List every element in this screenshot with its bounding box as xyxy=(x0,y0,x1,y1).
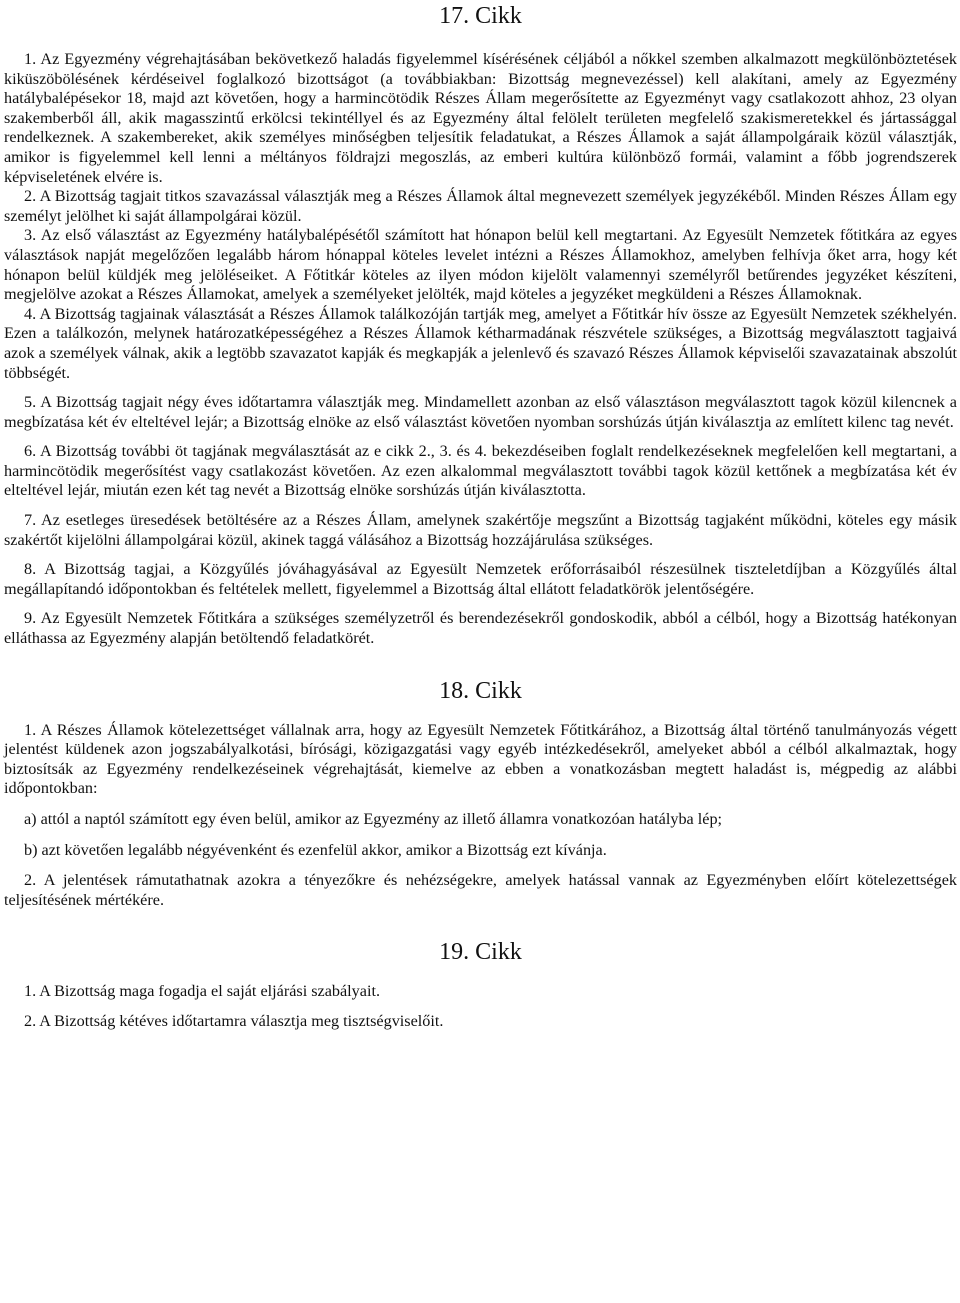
art17-paragraph-6: 6. A Bizottság további öt tagjának megválasztását az e cikk 2., 3. és 4. bekezdéseiben foglalt rendelkezéseknek megfelelően kell megtartani, a harmincötödik megerősítést vagy csatlakozást követően. Az ezen alkalommal megválasztott további tagok közül kettőnek a megbízatása két év elteltével lejár, miután ezen két tag nevét a Bizottság elnöke sorshúzás útján kiválasztotta. xyxy=(4,442,957,500)
art18-paragraph-2: 2. A jelentések rámutathatnak azokra a tényezőkre és nehézségekre, amelyek hatással vannak az Egyezményben előírt kötelezettségek teljesítésének mértékére. xyxy=(4,871,957,909)
art18-item-b: b) azt követően legalább négyévenként és ezenfelül akkor, amikor a Bizottság ezt kívánja. xyxy=(24,840,607,859)
art17-paragraph-4: 4. A Bizottság tagjainak választását a Részes Államok találkozóján tartják meg, amelyet a Főtitkár hív össze az Egyesült Nemzetek székhelyén. Ezen a találkozón, melynek határozatképességéhez a Részes Államok kétharmadának részvétele szükséges, a Bizottság megválasztott tagjaivá azok a személyek válnak, akik a legtöbb szavazatot kapják és megkapják a jelenlevő és szavazó Részes Államok képviselői szavazatainak abszolút többségét. xyxy=(4,304,957,382)
art17-paragraph-3: 3. Az első választást az Egyezmény hatálybalépésétől számított hat hónapon belül kell megtartani. Az Egyesült Nemzetek főtitkára az egyes választások napját megelőzően legalább három hónappal köteles levelet intézni a Részes Államokhoz, amelyben felhívja őket arra, hogy két hónapon belül küldjék meg jelöléseiket. A Főtitkár köteles az ilyen módon kijelölt valamennyi személyről betűrendes jegyzéket készíteni, megjelölve azokat a Részes Államokat, amelyek a személyeket jelölték, majd köteles a jegyzéket megküldeni a Részes Államoknak. xyxy=(4,226,957,304)
art17-paragraph-1: 1. Az Egyezmény végrehajtásában bekövetkező haladás figyelemmel kísérésének céljából a nőkkel szemben alkalmazott megkülönböztetések kiküszöbölésének kérdéseivel foglalkozó bizottságot (a továbbiakban: Bizottság megnevezéssel) kell alakítani, amely az Egyezmény hatálybalépésekor 18, majd azt követően, hogy a harmincötödik Részes Állam megerősítette az Egyezményt vagy csatlakozott ahhoz, 23 olyan szakemberből áll, akik magasszintű erkölcsi tekintéllyel és az Egyezmény által felölelt területen megfelelő szakismeretekkel és jártassággal rendelkeznek. A szakembereket, akik személyes minőségben teljesítik feladatukat, a Részes Államok a saját állampolgáraik közül választják, amikor is figyelemmel kell lenni a méltányos földrajzi megoszlás, az emberi kultúra különböző formái, valamint a főbb jogrendszerek képviseletének elvére is. xyxy=(4,50,957,186)
article-18-heading: 18. Cikk xyxy=(439,677,522,704)
art18-item-a: a) attól a naptól számított egy éven belül, amikor az Egyezmény az illető államra vonatkozóan hatályba lép; xyxy=(24,810,723,828)
art17-paragraph-7: 7. Az esetleges üresedések betöltésére az a Részes Állam, amelynek szakértője megszűnt a Bizottság tagjaként működni, köteles egy másik szakértőt kijelölni állampolgárai közül, akinek taggá válásához a Bizottság hozzájárulása szükséges. xyxy=(4,511,957,549)
art19-paragraph-2: 2. A Bizottság kétéves időtartamra választja meg tisztségviselőit. xyxy=(24,1011,444,1030)
art17-paragraph-5: 5. A Bizottság tagjait négy éves időtartamra választják meg. Mindamellett azonban az első választáson megválasztott tagok közül kilencnek a megbízatása két év elteltével lejár; a Bizottság elnöke az első választást követően nyomban sorshúzás útján kiválasztja az említett kilenc tag nevét. xyxy=(4,393,957,431)
article-19-heading: 19. Cikk xyxy=(439,939,522,966)
art18-paragraph-1: 1. A Részes Államok kötelezettséget vállalnak arra, hogy az Egyesült Nemzetek Főtitkárához, a Bizottság által történő tanulmányozás végett jelentést küldenek azon jogszabályalkotási, bírósági, közigazgatási vagy egyéb intézkedésekről, amelyeket abból a célból alkalmaztak, hogy biztosítsák az Egyezmény rendelkezéseinek végrehajtását, kiemelve az ebben a vonatkozásban megtett haladást is, mégpedig az alábbi időpontokban: xyxy=(4,720,957,798)
article-17-heading: 17. Cikk xyxy=(439,3,522,29)
art17-paragraph-2: 2. A Bizottság tagjait titkos szavazással választják meg a Részes Államok által megnevezett személyek jegyzékéből. Minden Részes Állam egy személyt jelölhet ki saját állampolgárai közül. xyxy=(4,187,957,225)
art17-paragraph-8: 8. A Bizottság tagjai, a Közgyűlés jóváhagyásával az Egyesült Nemzetek erőforrásaiból részesülnek tiszteletdíjban a Közgyűlés által megállapítandó időpontokban és feltételek mellett, figyelemmel a Bizottság által ellátott feladatkörök jelentőségére. xyxy=(4,560,957,598)
art19-paragraph-1: 1. A Bizottság maga fogadja el saját eljárási szabályait. xyxy=(24,982,381,1001)
art17-paragraph-9: 9. Az Egyesült Nemzetek Főtitkára a szükséges személyzetről és berendezésekről gondoskodik, abból a célból, hogy a Bizottság hatékonyan elláthassa az Egyezmény alapján betöltendő feladatkörét. xyxy=(4,609,957,648)
